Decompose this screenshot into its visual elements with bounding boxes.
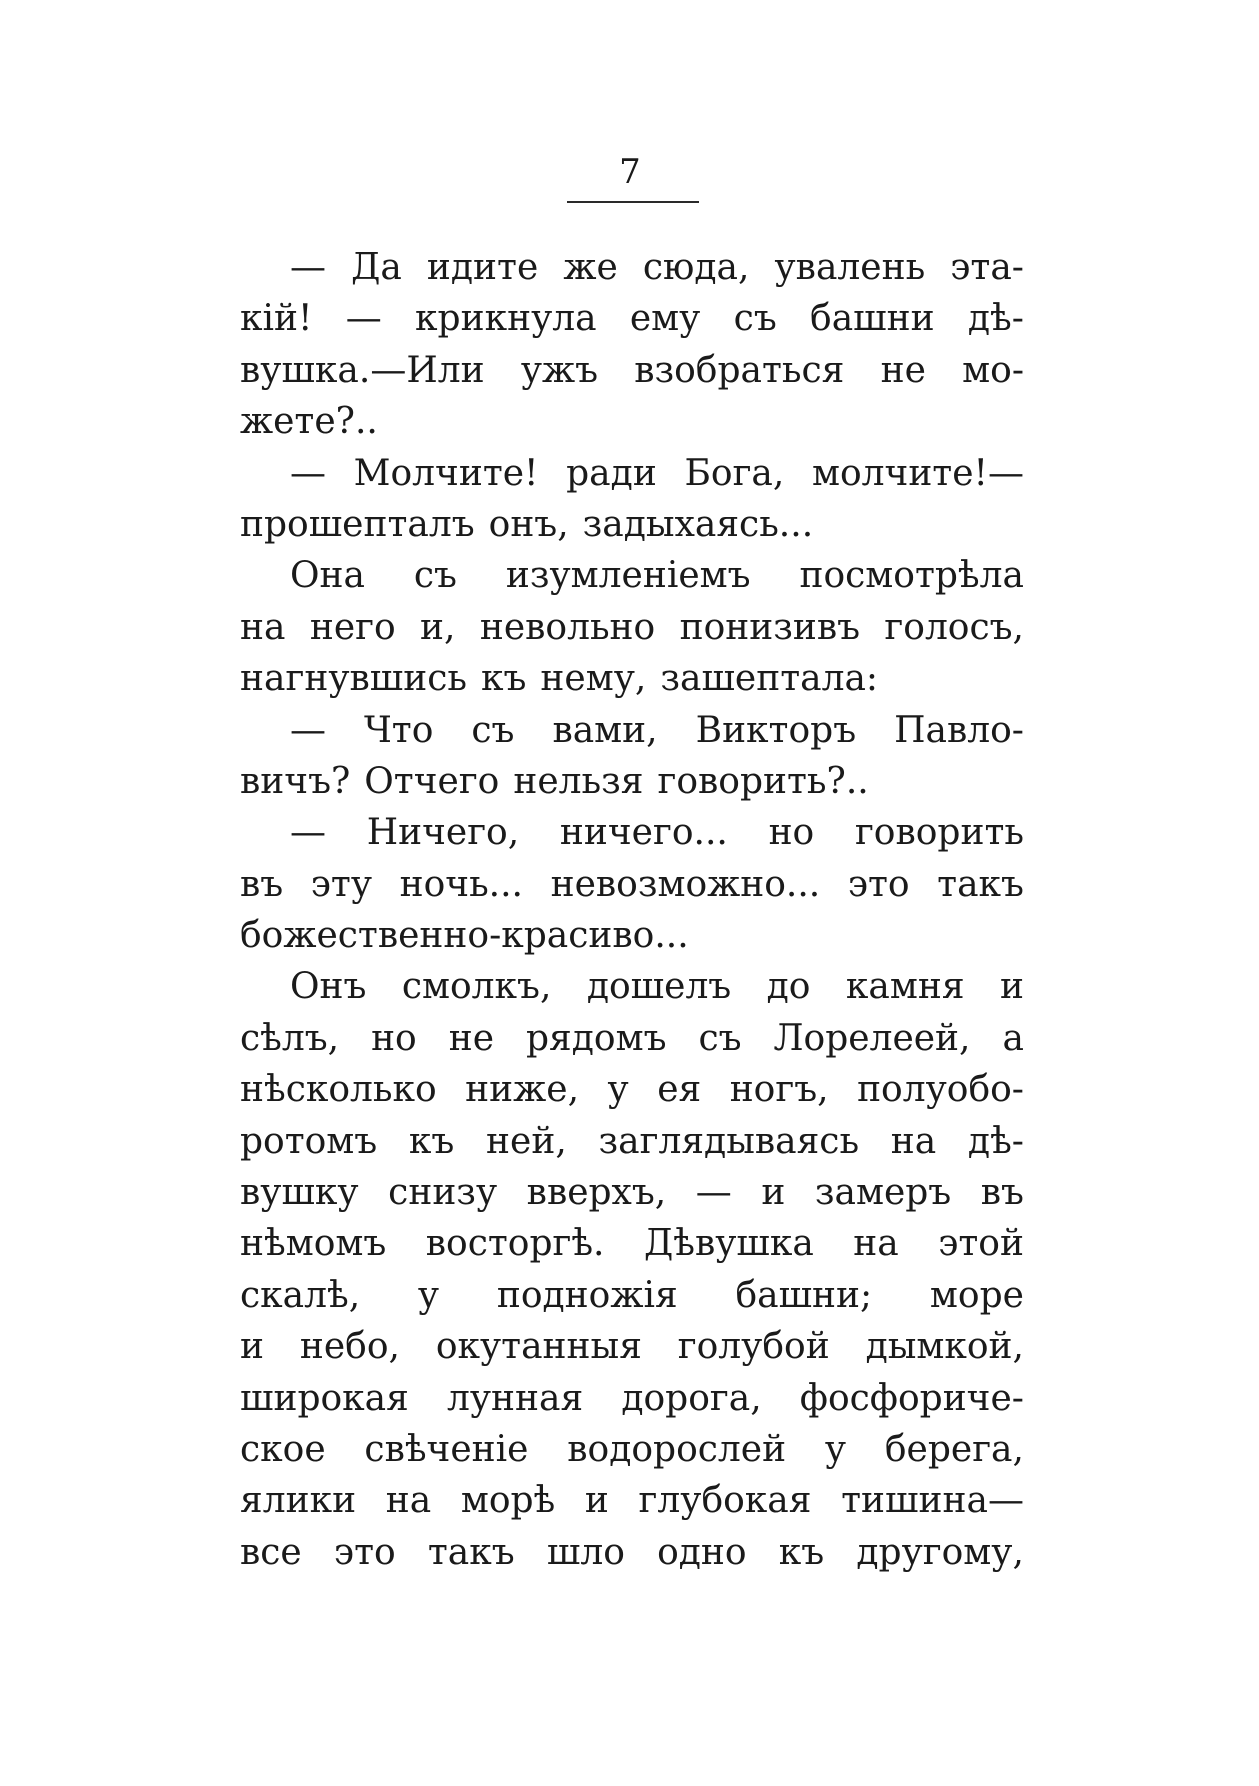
word: ниже, bbox=[465, 1069, 580, 1111]
word: но bbox=[371, 1017, 417, 1059]
word: и bbox=[240, 1326, 264, 1368]
text-line bbox=[240, 1064, 1024, 1115]
word: это bbox=[847, 863, 910, 905]
word: у bbox=[417, 1274, 440, 1316]
word: и, bbox=[420, 606, 456, 648]
word: дорога, bbox=[621, 1377, 762, 1419]
word: него bbox=[309, 606, 396, 648]
word: Павло- bbox=[894, 709, 1024, 751]
word: восторгѣ. bbox=[425, 1223, 605, 1265]
word: эта- bbox=[950, 247, 1024, 288]
word: голосъ, bbox=[884, 606, 1024, 648]
page-number-rule bbox=[567, 201, 699, 203]
word: башни bbox=[810, 298, 935, 340]
word: зашептала: bbox=[660, 658, 879, 700]
word: — bbox=[290, 452, 326, 494]
word: онъ, bbox=[488, 503, 569, 545]
text-line bbox=[240, 1321, 1024, 1372]
word: этой bbox=[938, 1223, 1024, 1265]
body-text bbox=[240, 242, 1024, 1578]
word: мо- bbox=[962, 349, 1024, 391]
word: — bbox=[695, 1172, 732, 1214]
word: идите bbox=[426, 247, 539, 288]
text-line bbox=[240, 1475, 1024, 1526]
word: Отчего bbox=[364, 760, 500, 802]
word: — bbox=[290, 247, 326, 288]
word: Она bbox=[290, 555, 365, 597]
text-line bbox=[240, 1013, 1024, 1064]
word: Лорелеей, bbox=[773, 1017, 971, 1059]
word: божественно-красиво... bbox=[240, 915, 689, 957]
word: до bbox=[766, 966, 811, 1008]
word: рядомъ bbox=[525, 1017, 667, 1059]
word: водорослей bbox=[567, 1428, 787, 1470]
text-line bbox=[240, 242, 1024, 293]
text-line bbox=[240, 1270, 1024, 1321]
text-line bbox=[240, 499, 1024, 550]
word: на bbox=[853, 1223, 899, 1265]
text-line bbox=[240, 961, 1024, 1012]
word: широкая bbox=[240, 1377, 409, 1419]
word: Что bbox=[363, 709, 434, 751]
word: подножія bbox=[496, 1274, 678, 1316]
word: прошепталъ bbox=[240, 503, 475, 545]
word: же bbox=[563, 247, 618, 288]
word: Онъ bbox=[290, 966, 367, 1008]
word: вушка.—Или bbox=[240, 349, 485, 391]
word: эту bbox=[310, 863, 373, 905]
word: съ bbox=[733, 298, 777, 340]
word: берега, bbox=[884, 1428, 1024, 1470]
word: — bbox=[290, 812, 326, 854]
word: нѣмомъ bbox=[240, 1223, 387, 1265]
word: на bbox=[890, 1120, 937, 1162]
word: дѣ- bbox=[967, 298, 1024, 340]
word: въ bbox=[240, 863, 284, 905]
word: вушку bbox=[240, 1172, 359, 1214]
word: а bbox=[1002, 1017, 1024, 1059]
word: ради bbox=[566, 452, 657, 494]
text-line bbox=[240, 396, 1024, 447]
word: Викторъ bbox=[695, 709, 857, 751]
word: увалень bbox=[774, 247, 926, 288]
word: кій! bbox=[240, 298, 313, 340]
text-line bbox=[240, 293, 1024, 344]
text-line bbox=[240, 1167, 1024, 1218]
word: дошелъ bbox=[586, 966, 732, 1008]
text-line bbox=[240, 756, 1024, 807]
word: вичъ? bbox=[240, 760, 351, 802]
text-line bbox=[240, 602, 1024, 653]
word: свѣченіе bbox=[364, 1428, 529, 1470]
word: взобраться bbox=[634, 349, 845, 391]
word: заглядываясь bbox=[598, 1120, 860, 1162]
word: окутанныя bbox=[435, 1326, 642, 1368]
word: невольно bbox=[479, 606, 656, 648]
word: на bbox=[385, 1480, 432, 1522]
word: жете?.. bbox=[240, 401, 378, 443]
word: сѣлъ, bbox=[240, 1017, 340, 1059]
word: ней, bbox=[486, 1120, 567, 1162]
word: шло bbox=[546, 1531, 625, 1573]
word: Ничего, bbox=[366, 812, 520, 854]
word: молчите!— bbox=[811, 452, 1024, 494]
word: — bbox=[290, 709, 326, 751]
word: къ bbox=[408, 1120, 455, 1162]
word: голубой bbox=[677, 1326, 830, 1368]
word: въ bbox=[980, 1172, 1024, 1214]
word: невозможно... bbox=[550, 863, 821, 905]
word: и bbox=[761, 1172, 786, 1214]
word: морѣ bbox=[460, 1480, 556, 1522]
word: понизивъ bbox=[679, 606, 861, 648]
word: Бога, bbox=[684, 452, 785, 494]
word: ялики bbox=[240, 1480, 357, 1522]
word: задыхаясь... bbox=[582, 503, 814, 545]
word: такъ bbox=[427, 1531, 515, 1573]
word: съ bbox=[471, 709, 515, 751]
word: фосфориче- bbox=[799, 1377, 1024, 1419]
word: Дѣвушка bbox=[643, 1223, 814, 1265]
word: изумленіемъ bbox=[505, 555, 751, 597]
word: и bbox=[584, 1480, 609, 1522]
word: вверхъ, bbox=[526, 1172, 667, 1214]
word: съ bbox=[698, 1017, 742, 1059]
text-line bbox=[240, 1116, 1024, 1167]
word: говорить bbox=[854, 812, 1024, 854]
word: скалѣ, bbox=[240, 1274, 361, 1316]
word: дѣ- bbox=[967, 1120, 1024, 1162]
word: нагнувшись bbox=[240, 658, 467, 700]
word: тишина— bbox=[841, 1480, 1024, 1522]
text-line bbox=[240, 705, 1024, 756]
word: камня bbox=[845, 966, 965, 1008]
word: такъ bbox=[937, 863, 1024, 905]
text-line bbox=[240, 1424, 1024, 1475]
text-line bbox=[240, 859, 1024, 910]
word: дымкой, bbox=[865, 1326, 1024, 1368]
word: къ bbox=[778, 1531, 825, 1573]
text-line bbox=[240, 807, 1024, 858]
word: крикнула bbox=[415, 298, 597, 340]
text-line bbox=[240, 1373, 1024, 1424]
word: лунная bbox=[446, 1377, 584, 1419]
word: у bbox=[824, 1428, 847, 1470]
word: Молчите! bbox=[353, 452, 539, 494]
word: ужъ bbox=[520, 349, 599, 391]
word: ногъ, bbox=[729, 1069, 829, 1111]
word: другому, bbox=[856, 1531, 1024, 1573]
word: съ bbox=[413, 555, 457, 597]
word: и bbox=[1000, 966, 1024, 1008]
word: но bbox=[768, 812, 815, 854]
word: башни; bbox=[735, 1274, 873, 1316]
word: ему bbox=[629, 298, 701, 340]
word: у bbox=[607, 1069, 629, 1111]
word: вами, bbox=[552, 709, 658, 751]
word: снизу bbox=[388, 1172, 498, 1214]
word: Да bbox=[351, 247, 402, 288]
word: полуобо- bbox=[857, 1069, 1024, 1111]
word: это bbox=[333, 1531, 396, 1573]
word: нему, bbox=[540, 658, 647, 700]
word: ротомъ bbox=[240, 1120, 378, 1162]
word: — bbox=[345, 298, 382, 340]
word: не bbox=[448, 1017, 495, 1059]
word: ское bbox=[240, 1428, 326, 1470]
word: посмотрѣла bbox=[799, 555, 1024, 597]
word: не bbox=[880, 349, 926, 391]
word: море bbox=[929, 1274, 1024, 1316]
text-line bbox=[240, 1527, 1024, 1578]
word: глубокая bbox=[638, 1480, 812, 1522]
word: нельзя bbox=[513, 760, 644, 802]
page-number: 7 bbox=[619, 152, 641, 192]
word: сюда, bbox=[642, 247, 750, 288]
word: ея bbox=[657, 1069, 702, 1111]
word: нѣсколько bbox=[240, 1069, 437, 1111]
text-line bbox=[240, 910, 1024, 961]
word: замеръ bbox=[814, 1172, 952, 1214]
text-line bbox=[240, 345, 1024, 396]
word: небо, bbox=[299, 1326, 400, 1368]
word: говорить?.. bbox=[657, 760, 869, 802]
word: смолкъ, bbox=[401, 966, 552, 1008]
word: къ bbox=[481, 658, 527, 700]
word: ночь... bbox=[399, 863, 523, 905]
word: одно bbox=[657, 1531, 747, 1573]
word: на bbox=[240, 606, 286, 648]
text-line bbox=[240, 1218, 1024, 1269]
word: все bbox=[240, 1531, 302, 1573]
text-line bbox=[240, 448, 1024, 499]
text-line bbox=[240, 653, 1024, 704]
word: ничего... bbox=[559, 812, 728, 854]
text-line bbox=[240, 550, 1024, 601]
